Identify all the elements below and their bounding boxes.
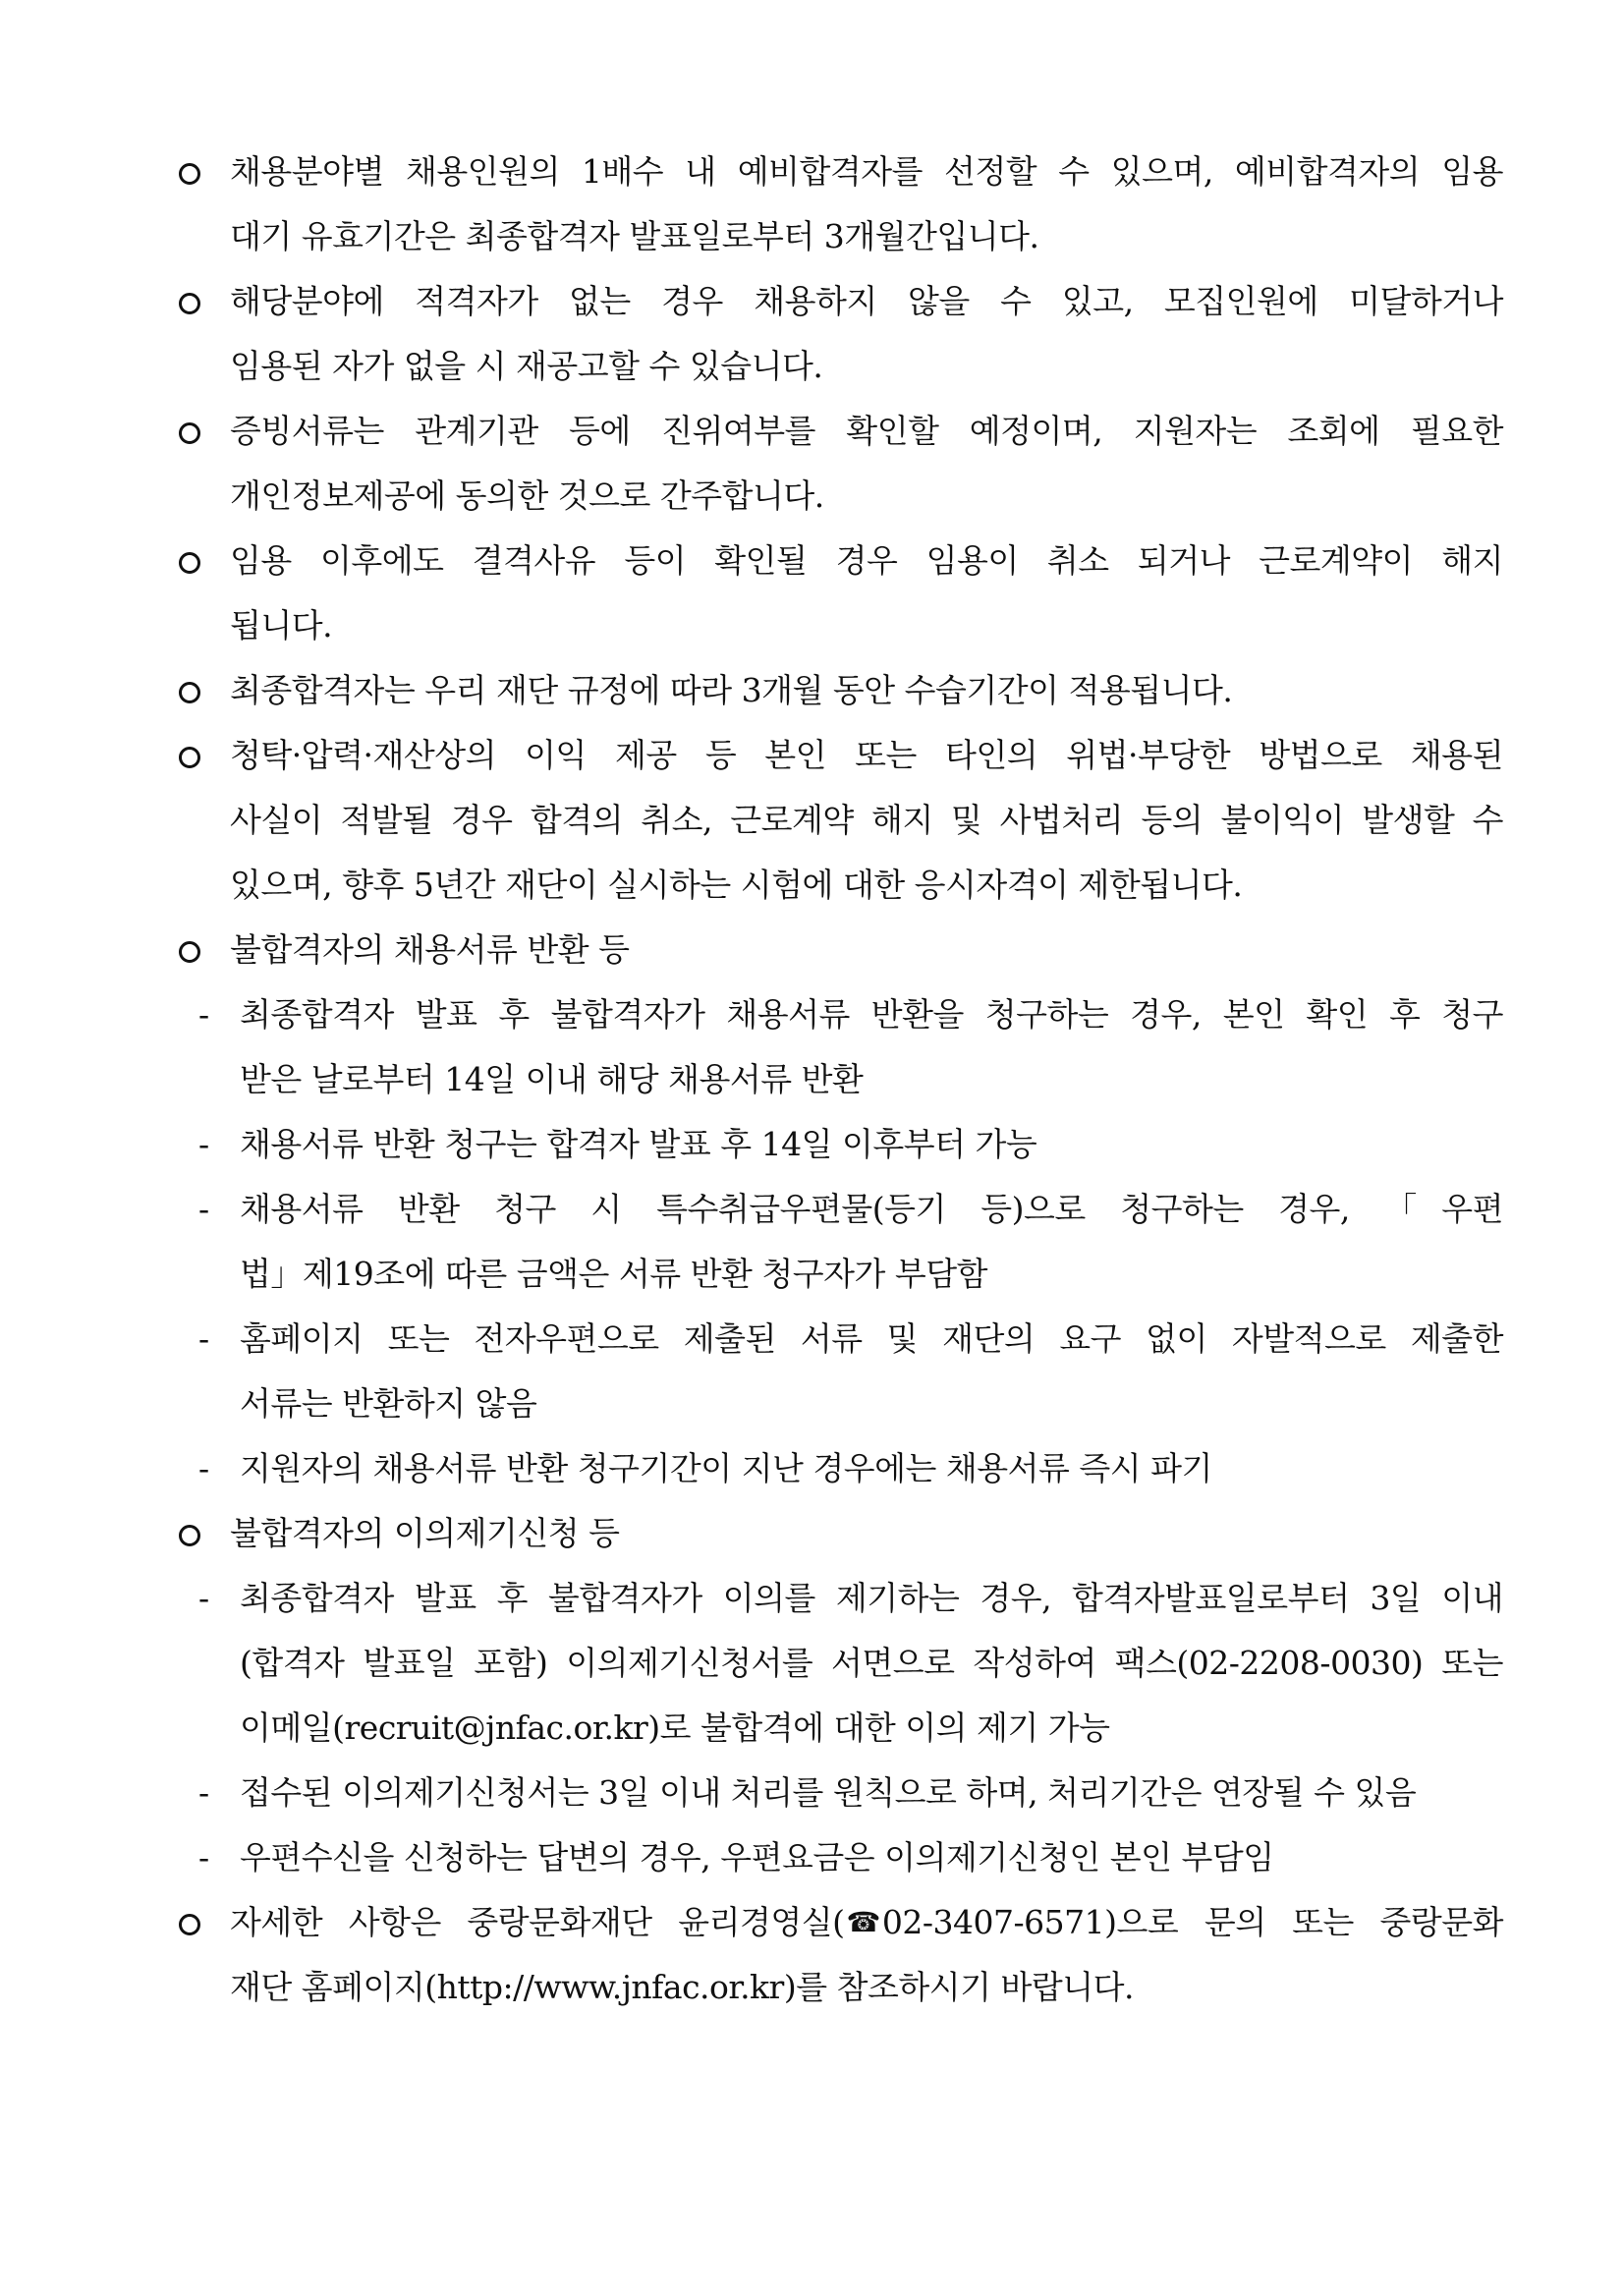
notice-item-contact <box>175 1890 1503 2020</box>
return-section-heading <box>175 918 1503 982</box>
sub-item-line: 채용서류 반환 청구 시 특수취급우편물(등기 등)으로 청구하는 경우, 「우편 <box>240 1190 1503 1228</box>
circle-bullet-icon <box>175 1890 230 1955</box>
sub-item-line: (합격자 발표일 포함) 이의제기신청서를 서면으로 작성하여 팩스(02-2208-0030) 또는 <box>240 1644 1503 1682</box>
circle-bullet-icon <box>175 140 230 204</box>
sub-item-line: 홈페이지 또는 전자우편으로 제출된 서류 및 재단의 요구 없이 자발적으로 제출한 <box>240 1319 1503 1358</box>
objection-item <box>175 1761 1503 1825</box>
return-item <box>175 1307 1503 1436</box>
circle-bullet-icon <box>175 658 230 723</box>
contact-line <box>230 1890 1503 1955</box>
dash-bullet: - <box>198 1190 210 1228</box>
return-item <box>175 1177 1503 1307</box>
sub-item-line: 접수된 이의제기신청서는 3일 이내 처리를 원칙으로 하며, 처리기간은 연장될 수 있음 <box>240 1773 1417 1812</box>
sub-item-line: 채용서류 반환 청구는 합격자 발표 후 14일 이후부터 가능 <box>240 1125 1037 1163</box>
circle-bullet-icon <box>175 269 230 334</box>
sub-item-line: 법」제19조에 따른 금액은 서류 반환 청구자가 부담함 <box>240 1255 987 1293</box>
notice-line: 개인정보제공에 동의한 것으로 간주합니다. <box>230 476 824 515</box>
notice-line: 대기 유효기간은 최종합격자 발표일로부터 3개월간입니다. <box>230 217 1039 255</box>
notice-item-disqualification <box>175 529 1503 658</box>
notice-line: 임용된 자가 없을 시 재공고할 수 있습니다. <box>230 347 823 385</box>
dash-bullet: - <box>198 1319 210 1358</box>
objection-section-heading <box>175 1501 1503 1566</box>
dash-bullet: - <box>198 1773 210 1812</box>
dash-bullet: - <box>198 1838 210 1876</box>
section-heading: 불합격자의 채용서류 반환 등 <box>230 930 630 969</box>
sub-item-line: 받은 날로부터 14일 이내 해당 채용서류 반환 <box>240 1060 864 1098</box>
contact-phone-text: 02-3407-6571)으로 문의 또는 중랑문화 <box>881 1903 1503 1941</box>
notice-line: 청탁·압력·재산상의 이익 제공 등 본인 또는 타인의 위법·부당한 방법으로 채용된 <box>230 736 1503 774</box>
return-item <box>175 1112 1503 1177</box>
section-heading: 불합격자의 이의제기신청 등 <box>230 1514 620 1552</box>
objection-item <box>175 1566 1503 1761</box>
return-item <box>175 982 1503 1112</box>
dash-bullet: - <box>198 995 210 1034</box>
notice-line: 최종합격자는 우리 재단 규정에 따라 3개월 동안 수습기간이 적용됩니다. <box>230 671 1233 709</box>
contact-line: 재단 홈페이지(http://www.jnfac.or.kr)를 참조하시기 바랍니다. <box>230 1968 1134 2006</box>
sub-item-line: 지원자의 채용서류 반환 청구기간이 지난 경우에는 채용서류 즉시 파기 <box>240 1449 1212 1487</box>
notice-line: 해당분야에 적격자가 없는 경우 채용하지 않을 수 있고, 모집인원에 미달하거나 <box>230 282 1503 320</box>
dash-bullet: - <box>198 1449 210 1487</box>
circle-bullet-icon <box>175 529 230 593</box>
circle-bullet-icon <box>175 918 230 982</box>
notice-item-no-qualified <box>175 269 1503 399</box>
notice-item-illegal-hiring <box>175 723 1503 918</box>
notice-body <box>175 140 1503 2020</box>
notice-item-document-verification <box>175 399 1503 529</box>
notice-line: 있으며, 향후 5년간 재단이 실시하는 시험에 대한 응시자격이 제한됩니다. <box>230 866 1243 904</box>
notice-line: 임용 이후에도 결격사유 등이 확인될 경우 임용이 취소 되거나 근로계약이 해지 <box>230 541 1503 580</box>
notice-item-probation <box>175 658 1503 723</box>
sub-item-line: 최종합격자 발표 후 불합격자가 이의를 제기하는 경우, 합격자발표일로부터 3일 이내 <box>240 1579 1503 1617</box>
sub-item-line: 이메일(recruit@jnfac.or.kr)로 불합격에 대한 이의 제기 가능 <box>240 1708 1110 1747</box>
notice-item-reserve-candidates <box>175 140 1503 269</box>
dash-bullet: - <box>198 1125 210 1163</box>
circle-bullet-icon <box>175 723 230 788</box>
return-item <box>175 1436 1503 1501</box>
dash-bullet: - <box>198 1579 210 1617</box>
circle-bullet-icon <box>175 399 230 464</box>
objection-item <box>175 1825 1503 1890</box>
contact-text: 자세한 사항은 중랑문화재단 윤리경영실( <box>230 1903 845 1941</box>
sub-item-line: 최종합격자 발표 후 불합격자가 채용서류 반환을 청구하는 경우, 본인 확인 후 청구 <box>240 995 1503 1034</box>
notice-line: 됩니다. <box>230 606 333 644</box>
circle-bullet-icon <box>175 1501 230 1566</box>
sub-item-line: 우편수신을 신청하는 답변의 경우, 우편요금은 이의제기신청인 본인 부담임 <box>240 1838 1274 1876</box>
notice-line: 증빙서류는 관계기관 등에 진위여부를 확인할 예정이며, 지원자는 조회에 필요한 <box>230 412 1503 450</box>
notice-line: 사실이 적발될 경우 합격의 취소, 근로계약 해지 및 사법처리 등의 불이익이 발생할 수 <box>230 801 1503 839</box>
notice-line: 채용분야별 채용인원의 1배수 내 예비합격자를 선정할 수 있으며, 예비합격자의 임용 <box>230 152 1503 191</box>
sub-item-line: 서류는 반환하지 않음 <box>240 1384 537 1423</box>
telephone-icon: ☎ <box>846 1906 880 1938</box>
